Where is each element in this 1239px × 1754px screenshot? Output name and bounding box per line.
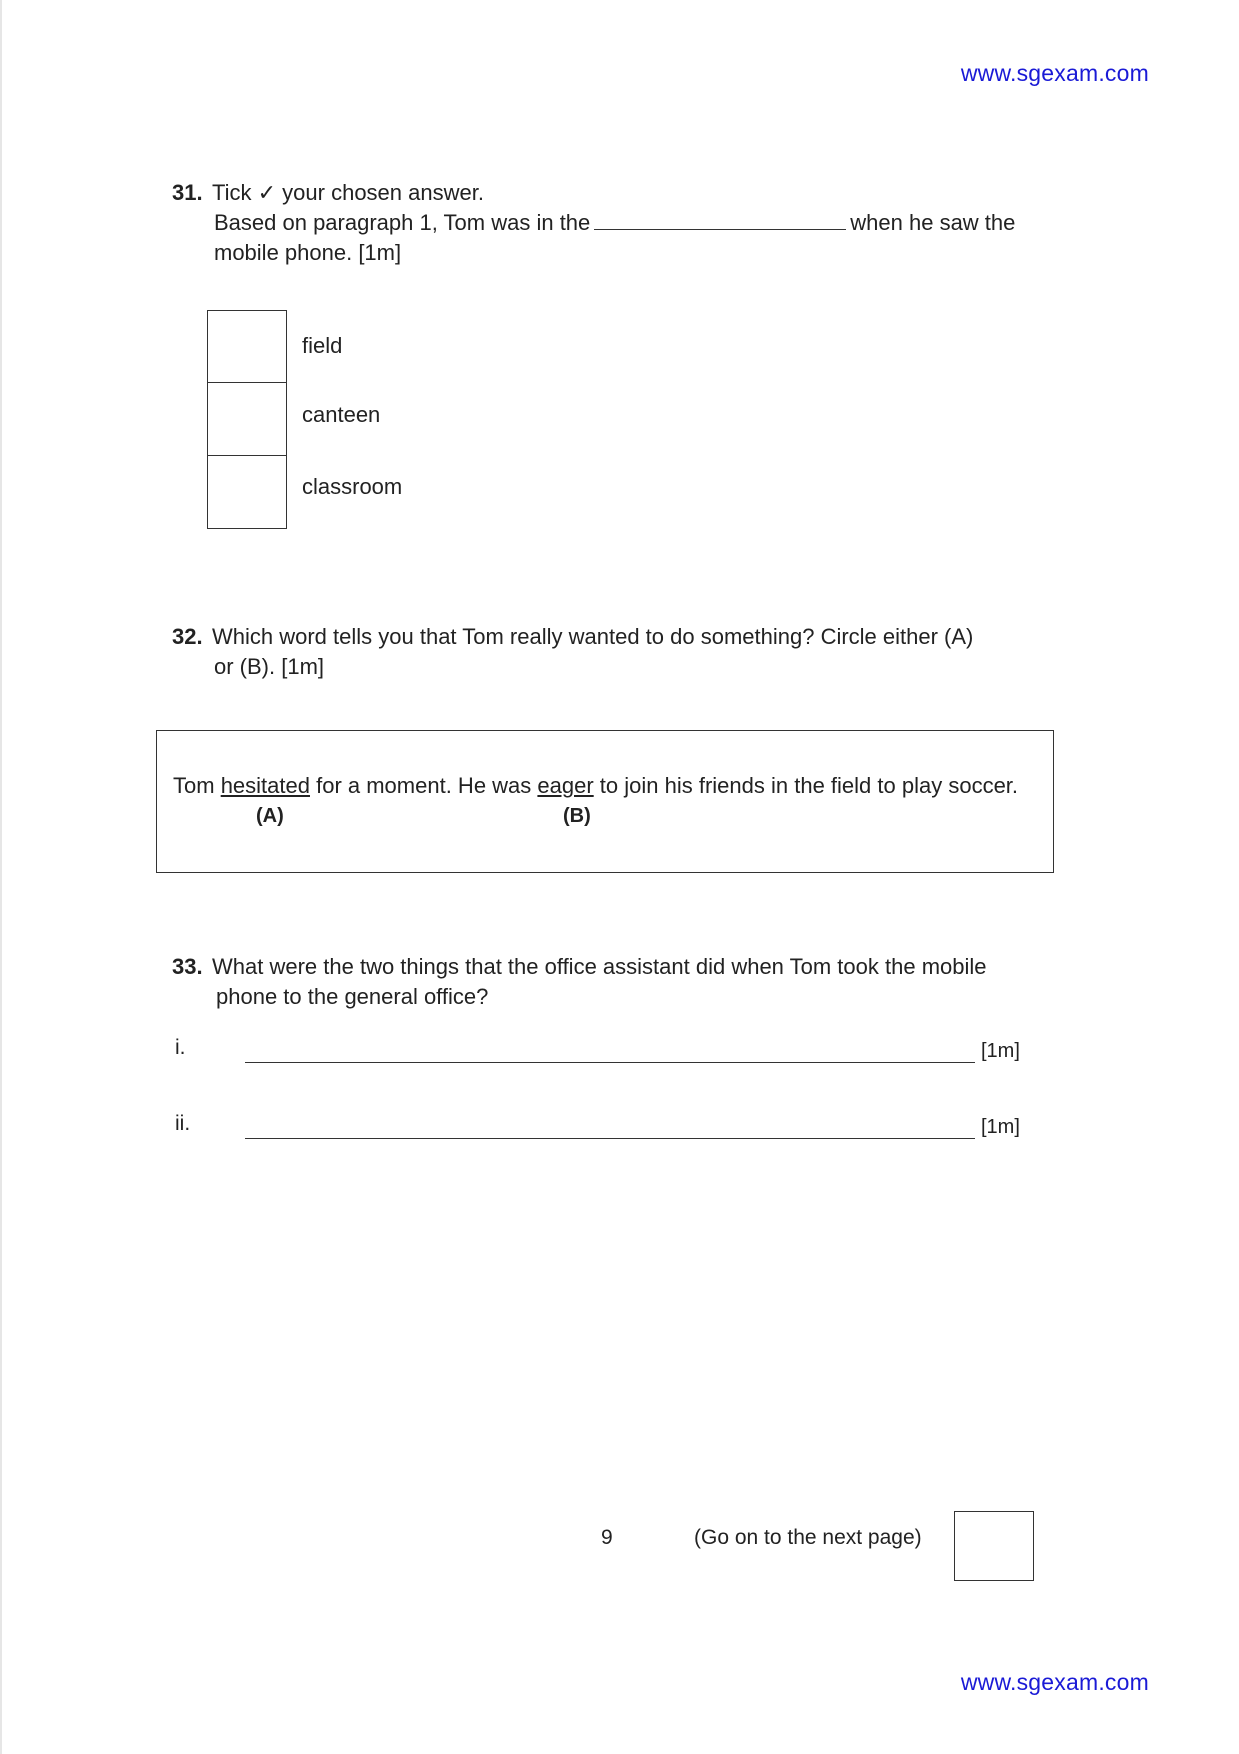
tick-box-group (207, 310, 287, 529)
word-option-b[interactable]: eager (537, 773, 594, 798)
answer-number: i. (175, 1036, 186, 1059)
tick-box-canteen[interactable] (207, 383, 287, 456)
passage-part3: to join his friends in the field to play soccer. (593, 773, 1019, 798)
question-text: Which word tells you that Tom really wanted to do something? Circle either (A) (212, 624, 974, 649)
question-text-line2: or (B). [1m] (214, 654, 325, 679)
option-label-field: field (302, 333, 343, 358)
question-text-line2: phone to the general office? (216, 984, 489, 1009)
score-box[interactable] (954, 1511, 1034, 1581)
question-number: 33. (172, 954, 203, 979)
answer-line-2[interactable] (245, 1138, 975, 1139)
question-number: 32. (172, 624, 203, 649)
passage-text (173, 773, 1018, 799)
question-32 (172, 622, 1072, 682)
tick-box-classroom[interactable] (207, 456, 287, 529)
go-on-text: (Go on to the next page) (694, 1526, 922, 1549)
footer-site-link[interactable]: www.sgexam.com (960, 1669, 1149, 1695)
question-stem-line2: mobile phone. [1m] (214, 240, 402, 265)
question-31 (172, 178, 1072, 268)
word-option-a[interactable]: hesitated (220, 773, 310, 798)
question-33 (172, 952, 1072, 1012)
option-label-canteen: canteen (302, 402, 381, 427)
answer-mark: [1m] (981, 1116, 1020, 1138)
option-label-classroom: classroom (302, 474, 403, 499)
tick-box-field[interactable] (207, 310, 287, 383)
answer-line-1[interactable] (245, 1062, 975, 1063)
answer-row-2 (175, 1112, 1045, 1142)
passage-box (156, 730, 1054, 873)
passage-part2: for a moment. He was (309, 773, 538, 798)
header-site-link[interactable]: www.sgexam.com (960, 60, 1149, 86)
question-stem-end: when he saw the (850, 210, 1016, 235)
answer-row-1 (175, 1036, 1045, 1066)
scan-edge (0, 0, 2, 1754)
label-b: (B) (563, 805, 591, 827)
fill-in-blank[interactable] (594, 208, 846, 230)
passage-part1: Tom (173, 773, 221, 798)
label-a: (A) (256, 805, 284, 827)
question-stem-start: Based on paragraph 1, Tom was in the (214, 210, 591, 235)
page-number: 9 (601, 1526, 613, 1549)
question-text: What were the two things that the office assistant did when Tom took the mobile (212, 954, 987, 979)
question-instruction: Tick ✓ your chosen answer. (212, 180, 484, 205)
answer-mark: [1m] (981, 1040, 1020, 1062)
answer-number: ii. (175, 1112, 191, 1135)
question-number: 31. (172, 180, 203, 205)
